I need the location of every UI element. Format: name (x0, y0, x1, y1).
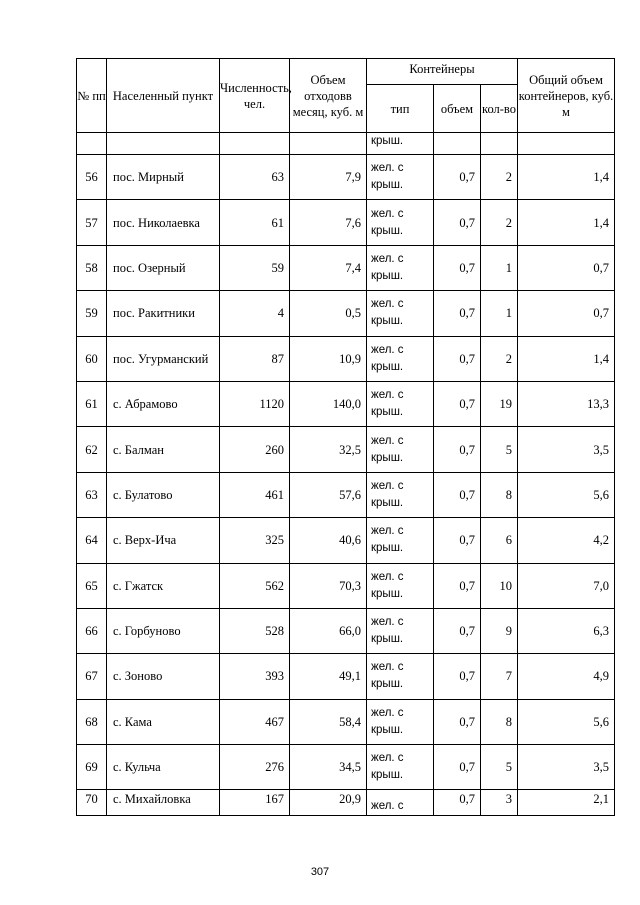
cell-container-volume: 0,7 (434, 381, 481, 426)
cell-waste-volume: 0,5 (290, 291, 367, 336)
cell-container-volume: 0,7 (434, 745, 481, 790)
header-type: тип (367, 85, 434, 133)
cell-place: с. Зоново (107, 654, 220, 699)
cell-count: 8 (481, 472, 518, 517)
cell-place: пос. Ракитники (107, 291, 220, 336)
cell-type: жел. с крыш. (367, 563, 434, 608)
cell-place: с. Кульча (107, 745, 220, 790)
cell-place: пос. Мирный (107, 155, 220, 200)
cell-type: жел. с крыш. (367, 245, 434, 290)
cell-total-volume: 1,4 (518, 336, 615, 381)
header-place: Населенный пункт (107, 59, 220, 133)
cell-no: 58 (77, 245, 107, 290)
cell-no: 56 (77, 155, 107, 200)
cell-waste-volume: 7,4 (290, 245, 367, 290)
cell-type: жел. с крыш. (367, 654, 434, 699)
cell-waste-volume: 140,0 (290, 381, 367, 426)
cell-count: 5 (481, 745, 518, 790)
cell-no: 59 (77, 291, 107, 336)
cell-type: жел. с крыш. (367, 291, 434, 336)
cell-container-volume: 0,7 (434, 563, 481, 608)
cell-place: с. Верх-Ича (107, 518, 220, 563)
cell-container-volume: 0,7 (434, 790, 481, 816)
cell-no: 69 (77, 745, 107, 790)
cell-place: с. Михайловка (107, 790, 220, 816)
cell-total-volume: 3,5 (518, 427, 615, 472)
cell-total-volume: 2,1 (518, 790, 615, 816)
cell-no: 62 (77, 427, 107, 472)
cell-place: с. Горбуново (107, 608, 220, 653)
cell-container-volume: 0,7 (434, 427, 481, 472)
cell-place: пос. Озерный (107, 245, 220, 290)
cell-type: жел. с крыш. (367, 699, 434, 744)
cell-place: с. Абрамово (107, 381, 220, 426)
header-total-volume: Общий объем контейнеров, куб. м (518, 59, 615, 133)
header-count: кол-во (481, 85, 518, 133)
table-row (77, 790, 615, 816)
table-row (77, 472, 615, 517)
cell-type: жел. с крыш. (367, 427, 434, 472)
cell-population: 59 (220, 245, 290, 290)
cell-waste-volume: 40,6 (290, 518, 367, 563)
table-row (77, 200, 615, 245)
cell-count: 9 (481, 608, 518, 653)
cell-total-volume: 7,0 (518, 563, 615, 608)
cell-type: жел. с (367, 790, 434, 816)
header-waste-volume: Объем отходовв месяц, куб. м (290, 59, 367, 133)
cell-type: жел. с крыш. (367, 472, 434, 517)
cell-container-volume: 0,7 (434, 608, 481, 653)
cell-population: 167 (220, 790, 290, 816)
cell-container-volume: 0,7 (434, 654, 481, 699)
cell-count: 2 (481, 155, 518, 200)
header-container-volume: объем (434, 85, 481, 133)
table-row (77, 608, 615, 653)
cell-type: жел. с крыш. (367, 155, 434, 200)
cell-place: с. Балман (107, 427, 220, 472)
table-row (77, 336, 615, 381)
cell-count: 1 (481, 245, 518, 290)
cell-waste-volume: 7,6 (290, 200, 367, 245)
cell-population: 1120 (220, 381, 290, 426)
table-row (77, 654, 615, 699)
header-no: № пп (77, 59, 107, 133)
table-row (77, 699, 615, 744)
cell-no: 64 (77, 518, 107, 563)
cell-no: 57 (77, 200, 107, 245)
cell-count: 7 (481, 654, 518, 699)
cell-count: 2 (481, 200, 518, 245)
cell-place: с. Гжатск (107, 563, 220, 608)
cell-waste-volume: 66,0 (290, 608, 367, 653)
cell-container-volume: 0,7 (434, 472, 481, 517)
table-row (77, 518, 615, 563)
cell-population: 325 (220, 518, 290, 563)
cell-place: пос. Угурманский (107, 336, 220, 381)
cell-total-volume: 5,6 (518, 472, 615, 517)
cell-no: 66 (77, 608, 107, 653)
table-row (77, 381, 615, 426)
cell-waste-volume: 57,6 (290, 472, 367, 517)
cell-container-volume: 0,7 (434, 200, 481, 245)
cell-waste-volume: 20,9 (290, 790, 367, 816)
cell-place: с. Булатово (107, 472, 220, 517)
cell-no: 70 (77, 790, 107, 816)
cell-population: 260 (220, 427, 290, 472)
cell-total-volume: 6,3 (518, 608, 615, 653)
cell-place: пос. Николаевка (107, 200, 220, 245)
cell-total-volume: 4,9 (518, 654, 615, 699)
cell-container-volume: 0,7 (434, 155, 481, 200)
cell-container-volume: 0,7 (434, 245, 481, 290)
cell-waste-volume: 32,5 (290, 427, 367, 472)
cell-total-volume: 0,7 (518, 245, 615, 290)
cell-container-volume: 0,7 (434, 336, 481, 381)
table-row (77, 427, 615, 472)
cell-waste-volume: 58,4 (290, 699, 367, 744)
cell-total-volume: 4,2 (518, 518, 615, 563)
cell-waste-volume: 7,9 (290, 155, 367, 200)
cell-total-volume: 1,4 (518, 155, 615, 200)
cell-count: 10 (481, 563, 518, 608)
cell-waste-volume: 34,5 (290, 745, 367, 790)
cell-population: 461 (220, 472, 290, 517)
continuation-row (77, 133, 615, 155)
table-row (77, 563, 615, 608)
cell-no: 61 (77, 381, 107, 426)
cell-population: 61 (220, 200, 290, 245)
waste-table (76, 58, 615, 816)
cell-no: 63 (77, 472, 107, 517)
cell-count: 3 (481, 790, 518, 816)
cell-type: жел. с крыш. (367, 608, 434, 653)
cell-total-volume: 5,6 (518, 699, 615, 744)
page-number: 307 (310, 866, 330, 878)
table-row (77, 245, 615, 290)
cell-total-volume: 1,4 (518, 200, 615, 245)
cell-population: 393 (220, 654, 290, 699)
cell-population: 87 (220, 336, 290, 381)
cell-container-volume: 0,7 (434, 291, 481, 336)
cell-no: 68 (77, 699, 107, 744)
cell-total-volume: 0,7 (518, 291, 615, 336)
header-population: Численность, чел. (220, 59, 290, 133)
cell-total-volume: 3,5 (518, 745, 615, 790)
cell-type: жел. с крыш. (367, 745, 434, 790)
cell-population: 467 (220, 699, 290, 744)
cell-population: 528 (220, 608, 290, 653)
cell-population: 562 (220, 563, 290, 608)
cell-count: 19 (481, 381, 518, 426)
cell-count: 6 (481, 518, 518, 563)
cell-place: с. Кама (107, 699, 220, 744)
cell-count: 5 (481, 427, 518, 472)
cell-container-volume: 0,7 (434, 518, 481, 563)
cell-type: жел. с крыш. (367, 381, 434, 426)
table-row (77, 155, 615, 200)
header-containers: Контейнеры (367, 59, 518, 85)
cell-no: 60 (77, 336, 107, 381)
cell-type: жел. с крыш. (367, 518, 434, 563)
table-row (77, 291, 615, 336)
cell-container-volume: 0,7 (434, 699, 481, 744)
cell-count: 2 (481, 336, 518, 381)
cell-no: 67 (77, 654, 107, 699)
cell-count: 1 (481, 291, 518, 336)
cell-waste-volume: 70,3 (290, 563, 367, 608)
cell-no: 65 (77, 563, 107, 608)
cell-count: 8 (481, 699, 518, 744)
cell-population: 63 (220, 155, 290, 200)
table-row (77, 745, 615, 790)
cell-type: жел. с крыш. (367, 336, 434, 381)
cell-population: 4 (220, 291, 290, 336)
cell-type: жел. с крыш. (367, 200, 434, 245)
cell-type: крыш. (367, 133, 434, 155)
cell-total-volume: 13,3 (518, 381, 615, 426)
cell-waste-volume: 49,1 (290, 654, 367, 699)
cell-waste-volume: 10,9 (290, 336, 367, 381)
cell-population: 276 (220, 745, 290, 790)
